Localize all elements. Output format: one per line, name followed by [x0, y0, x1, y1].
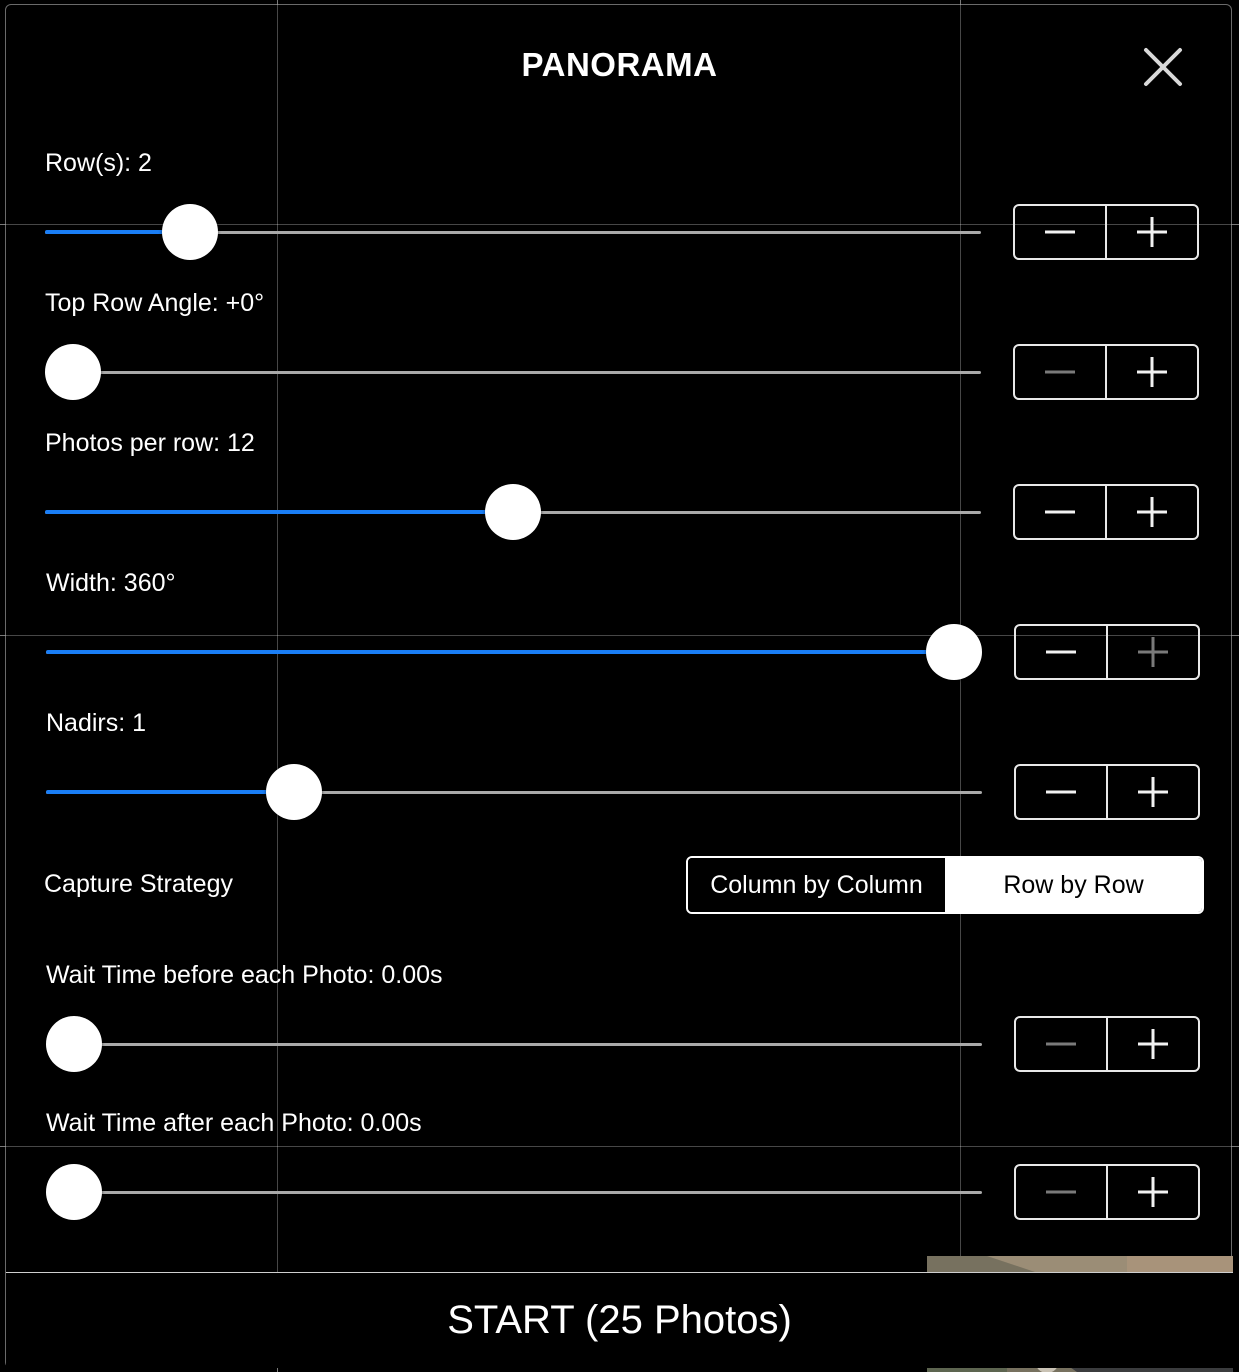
- start-button-label: START (25 Photos): [447, 1298, 792, 1342]
- wait-before-decrement-button[interactable]: [1016, 1018, 1106, 1070]
- wait-after-slider[interactable]: [46, 1164, 982, 1220]
- wait-before-stepper[interactable]: [1014, 1016, 1200, 1072]
- nadirs-decrement-button[interactable]: [1016, 766, 1106, 818]
- width-slider[interactable]: [46, 624, 982, 680]
- plus-icon: [1135, 355, 1169, 389]
- slider-knob[interactable]: [46, 1016, 102, 1072]
- top-angle-label: Top Row Angle: +0°: [45, 289, 265, 317]
- wait-after-decrement-button[interactable]: [1016, 1166, 1106, 1218]
- nadirs-label: Nadirs: 1: [46, 709, 147, 737]
- wait-before-slider[interactable]: [46, 1016, 982, 1072]
- wait-after-increment-button[interactable]: [1106, 1166, 1198, 1218]
- slider-track: [46, 1191, 982, 1194]
- plus-icon: [1136, 1175, 1170, 1209]
- nadirs-increment-button[interactable]: [1106, 766, 1198, 818]
- slider-knob[interactable]: [162, 204, 218, 260]
- top-angle-decrement-button[interactable]: [1015, 346, 1105, 398]
- minus-icon: [1043, 215, 1077, 249]
- grid-overlay-horizontal-3: [0, 1146, 1239, 1147]
- plus-icon: [1136, 635, 1170, 669]
- rows-slider[interactable]: [45, 204, 981, 260]
- wait-after-stepper[interactable]: [1014, 1164, 1200, 1220]
- wait-before-label: Wait Time before each Photo: 0.00s: [46, 961, 443, 989]
- wait-before-increment-button[interactable]: [1106, 1018, 1198, 1070]
- capture-strategy-label: Capture Strategy: [44, 870, 233, 898]
- photos-row-label: Photos per row: 12: [45, 429, 255, 457]
- photos-row-stepper[interactable]: [1013, 484, 1199, 540]
- top-angle-stepper[interactable]: [1013, 344, 1199, 400]
- rows-increment-button[interactable]: [1105, 206, 1197, 258]
- width-stepper[interactable]: [1014, 624, 1200, 680]
- photos-row-decrement-button[interactable]: [1015, 486, 1105, 538]
- top-angle-increment-button[interactable]: [1105, 346, 1197, 398]
- slider-knob[interactable]: [45, 344, 101, 400]
- minus-icon: [1044, 775, 1078, 809]
- slider-knob[interactable]: [926, 624, 982, 680]
- slider-knob[interactable]: [266, 764, 322, 820]
- slider-track: [45, 371, 981, 374]
- option-row-by-row[interactable]: Row by Row: [945, 858, 1202, 912]
- slider-track: [46, 1043, 982, 1046]
- minus-icon: [1043, 495, 1077, 529]
- slider-knob[interactable]: [46, 1164, 102, 1220]
- rows-stepper[interactable]: [1013, 204, 1199, 260]
- minus-icon: [1044, 1027, 1078, 1061]
- slider-fill: [46, 790, 294, 794]
- plus-icon: [1135, 215, 1169, 249]
- width-label: Width: 360°: [46, 569, 176, 597]
- photos-row-increment-button[interactable]: [1105, 486, 1197, 538]
- slider-fill: [46, 650, 954, 654]
- nadirs-stepper[interactable]: [1014, 764, 1200, 820]
- minus-icon: [1044, 1175, 1078, 1209]
- top-angle-slider[interactable]: [45, 344, 981, 400]
- width-decrement-button[interactable]: [1016, 626, 1106, 678]
- minus-icon: [1044, 635, 1078, 669]
- width-increment-button[interactable]: [1106, 626, 1198, 678]
- plus-icon: [1136, 775, 1170, 809]
- slider-knob[interactable]: [485, 484, 541, 540]
- rows-decrement-button[interactable]: [1015, 206, 1105, 258]
- start-button[interactable]: [6, 1272, 1233, 1368]
- plus-icon: [1135, 495, 1169, 529]
- page-title: PANORAMA: [521, 46, 718, 83]
- rows-label: Row(s): 2: [45, 149, 152, 177]
- wait-after-label: Wait Time after each Photo: 0.00s: [46, 1109, 422, 1137]
- option-column-by-column[interactable]: Column by Column: [688, 858, 945, 912]
- photos-row-slider[interactable]: [45, 484, 981, 540]
- close-button[interactable]: [1140, 44, 1186, 90]
- capture-strategy-control[interactable]: [686, 856, 1204, 914]
- plus-icon: [1136, 1027, 1170, 1061]
- nadirs-slider[interactable]: [46, 764, 982, 820]
- close-icon: [1140, 44, 1186, 90]
- minus-icon: [1043, 355, 1077, 389]
- slider-fill: [45, 510, 513, 514]
